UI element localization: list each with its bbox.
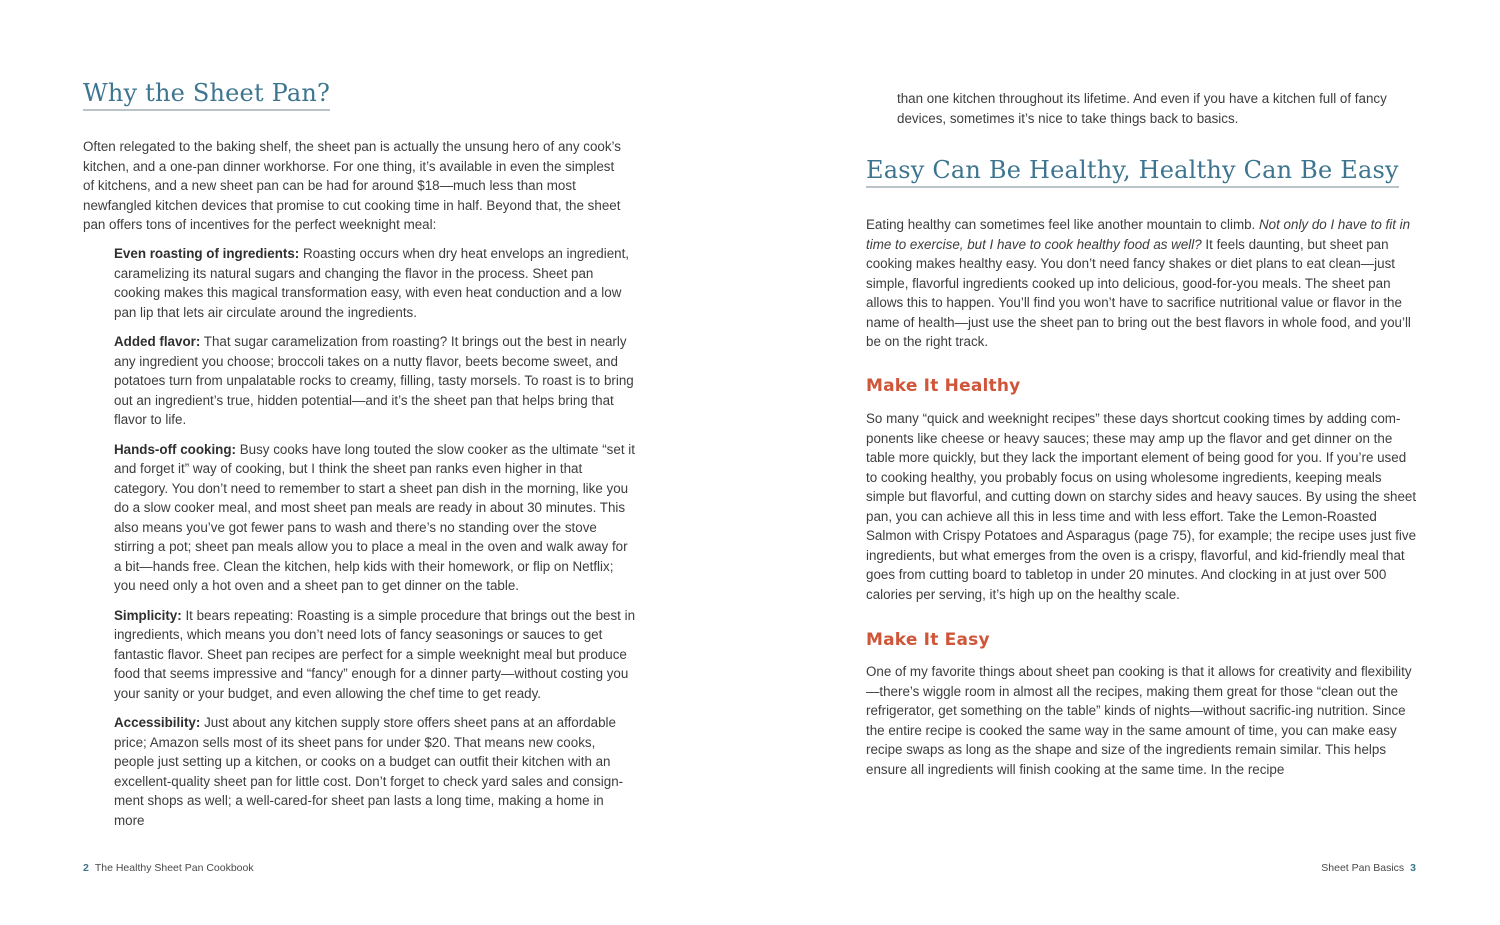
running-title: The Healthy Sheet Pan Cookbook xyxy=(94,862,254,874)
page-number: 3 xyxy=(1410,862,1416,874)
subheading-make-it-easy: Make It Easy xyxy=(866,630,990,650)
page-footer-left xyxy=(83,862,254,874)
running-title: Sheet Pan Basics xyxy=(1321,862,1405,874)
healthy-intro-paragraph xyxy=(866,215,1418,352)
intro-text-start: Eating healthy can sometimes feel like another mountain to climb. xyxy=(866,217,1259,232)
list-item-term: Simplicity: xyxy=(114,607,182,623)
list-item-text: It bears repeating: Roasting is a simple procedure that brings out the best in ingredients, which means you don’t need lots of fancy seasonings or sauces to get fantastic flavor. Sheet pan recipes are perfect for a simple weeknight meal but produce food that seems impressive and “fancy” enough for a dinner party—without costing you your sanity or your budget, and even allowing the chef time to get ready. xyxy=(114,607,636,701)
make-it-healthy-paragraph: So many “quick and weeknight recipes” these days shortcut cooking times by adding com-ponents like cheese or heavy sauces; these may amp up the flavor and get dinner on the table more quickly, but they lack the important element of being good for you. If you’re used to cooking healthy, you probably focus on using wholesome ingredients, keeping meals simple but flavorful, and cutting down on starchy sides and heavy sauces. By using the sheet pan, you can achieve all this in less time and with less effort. Take the Lemon-Roasted Salmon with Crispy Potatoes and Asparagus (page 75), for example; the recipe uses just five ingredients, but what emerges from the oven is a crispy, flavorful, and kid-friendly meal that goes from cutting board to tabletop in under 20 minutes. And clocking in at just over 500 calories per serving, it’s high up on the healthy scale. xyxy=(866,411,1417,602)
list-item xyxy=(114,713,636,830)
list-item-text: Roasting occurs when dry heat envelops an ingredient, caramelizing its natural sugars and changing the flavor in the process. Sheet pan cooking makes this magical transformation easy, with even heat conduction and a low pan lip that lets air circulate around the ingredients. xyxy=(114,246,630,320)
list-item-term: Added flavor: xyxy=(114,334,201,349)
page-footer-right xyxy=(1321,862,1416,874)
list-item-text: Just about any kitchen supply store offers sheet pans at an affordable price; Amazon sells most of its sheet pans for under $20. That means new cooks, people just setting up a kitchen, or cooks on a budget can outfit their kitchen with an excellent-quality sheet pan for little cost. Don’t forget to check yard sales and consign-ment shops as well; a well-cared-for sheet pan lasts a long time, making a home in more xyxy=(114,715,624,828)
list-item-text: That sugar caramelization from roasting? It brings out the best in nearly any ingredient you choose; broccoli takes on a nutty flavor, beets become sweet, and potatoes turn from unpalatable rocks to creamy, filling, tasty morsels. To roast is to bring out an ingredient’s true, hidden potential—and it’s the sheet pan that helps bring that flavor to life. xyxy=(114,334,634,427)
list-item xyxy=(114,440,636,596)
continuation-paragraph: than one kitchen throughout its lifetime. And even if you have a kitchen full of fancy devices, sometimes it’s nice to take things back to basics. xyxy=(897,91,1387,126)
right-page xyxy=(750,0,1500,925)
list-item xyxy=(114,244,636,322)
subheading-make-it-healthy: Make It Healthy xyxy=(866,376,1021,396)
page-number: 2 xyxy=(83,862,89,874)
intro-italic-quote: Not only do I have to fit in time to exercise, but I have to cook healthy food as well? xyxy=(866,217,1411,252)
intro-paragraph: Often relegated to the baking shelf, the sheet pan is actually the unsung hero of any cook’s kitchen, and a one-pan dinner workhorse. For one thing, it’s available in even the simplest of kitchens, and a new sheet pan can be had for around $18—much less than most newfangled kitchen devices that promise to cut cooking time in half. Beyond that, the sheet pan offers tons of incentives for the perfect weeknight meal: xyxy=(83,139,621,232)
section-heading-easy-healthy: Easy Can Be Healthy, Healthy Can Be Easy xyxy=(866,156,1399,188)
list-item xyxy=(114,606,636,704)
section-heading-why-sheet-pan: Why the Sheet Pan? xyxy=(83,79,330,111)
intro-text-end: It feels daunting, but sheet pan cooking makes healthy easy. You don’t need fancy shakes or diet plans to eat clean—just simple, flavorful ingredients cooked up into delicious, good-for-you meals. The sheet pan allows this to happen. You’ll find you won’t have to sacrifice nutritional value or flavor in the name of health—just use the sheet pan to bring out the best flavors in whole food, and you’ll be on the right track. xyxy=(866,236,1411,349)
benefits-list xyxy=(114,244,636,840)
list-item xyxy=(114,332,636,430)
list-item-term: Even roasting of ingredients: xyxy=(114,246,300,261)
make-it-easy-paragraph: One of my favorite things about sheet pan cooking is that it allows for creativity and flexibility—there’s wiggle room in almost all the recipes, making them great for those “clean out the refrigerator, get something on the table” kinds of nights—without sacrific-ing nutrition. Since the entire recipe is cooked the same way in the same amount of time, you can make easy recipe swaps as long as the shape and size of the ingredients remain similar. This helps ensure all ingredients will finish cooking at the same time. In the recipe xyxy=(866,664,1412,777)
list-item-term: Accessibility: xyxy=(114,715,201,730)
list-item-term: Hands-off cooking: xyxy=(114,441,236,457)
list-item-text: Busy cooks have long touted the slow cooker as the ultimate “set it and forget it” way of cooking, but I think the sheet pan ranks even higher in that category. You don’t need to remember to start a sheet pan dish in the morning, like you do a slow cooker meal, and most sheet pan meals are ready in about 30 minutes. This also means you’ve got fewer pans to wash and there’s no standing over the stove stirring a pot; sheet pan meals allow you to place a meal in the oven and walk away for a bit—hands free. Clean the kitchen, help kids with their homework, or flip on Netflix; you need only a hot oven and a sheet pan to get dinner on the table. xyxy=(114,441,635,593)
